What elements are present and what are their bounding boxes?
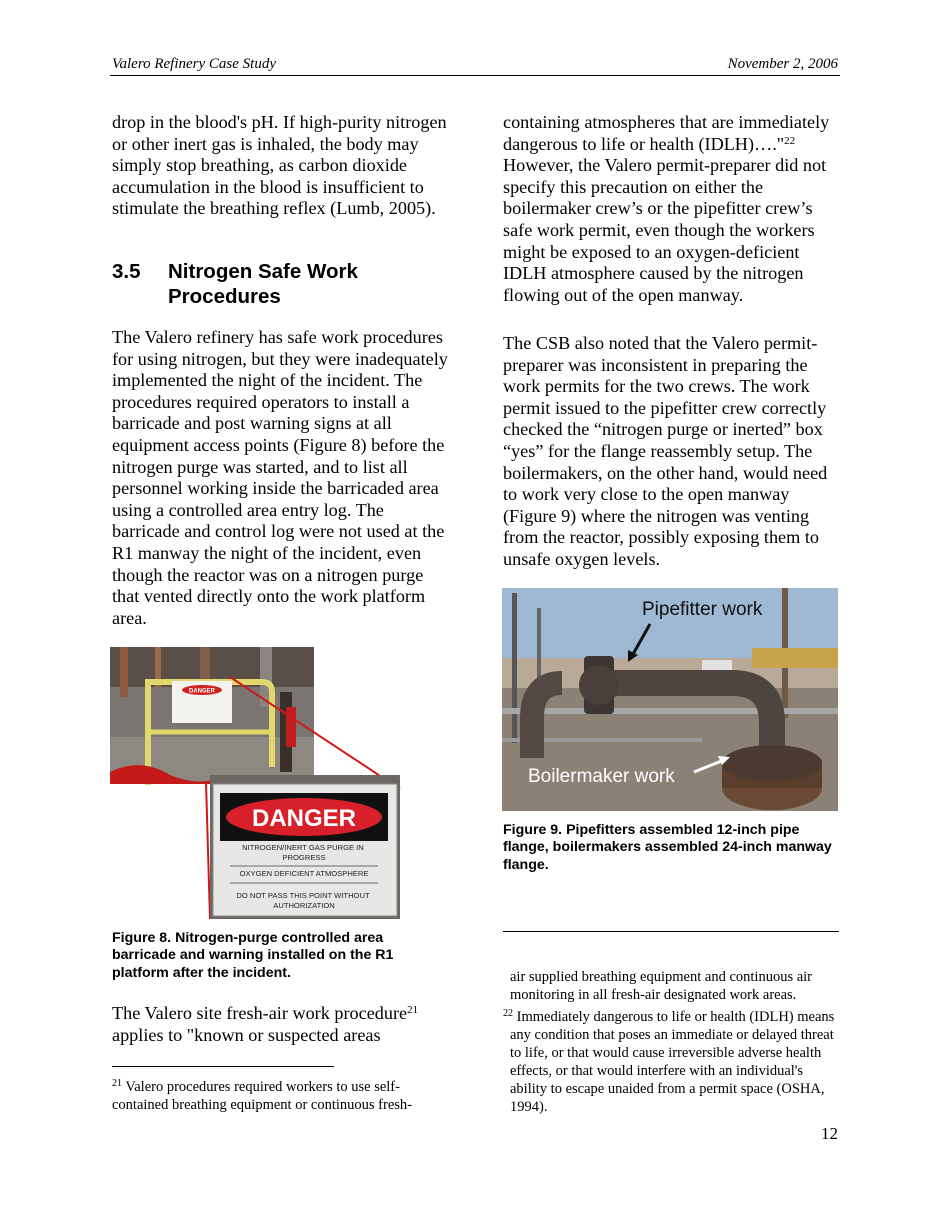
footnote-rule-left — [112, 1066, 334, 1067]
header-rule — [110, 75, 840, 76]
para3-text: The Valero site fresh-air work procedure — [112, 1003, 408, 1023]
right-para1-rest: However, the Valero permit-preparer did not specify this precaution on either the boilermaker crew’s or the pipefitter crew’s safe work permit, even though the workers might be exposed to an oxygen-deficient IDLH atmosphere caused by the nitrogen flowing out of the open manway. — [503, 155, 827, 305]
boilermaker-work-label: Boilermaker work — [528, 766, 675, 787]
pipefitter-work-label: Pipefitter work — [642, 599, 763, 620]
right-para1-text: containing atmospheres that are immediately dangerous to life or health (IDLH)…." — [503, 112, 830, 154]
right-paragraph-1 — [503, 112, 841, 306]
figure-9-caption: Figure 9. Pipefitters assembled 12-inch pipe flange, boilermakers assembled 24-inch manway flange. — [503, 822, 832, 873]
left-paragraph-1: drop in the blood's pH. If high-purity nitrogen or other inert gas is inhaled, the body may simply stop breathing, as carbon dioxide accumulation in the blood is insufficient to stimulate the breathing reflex (Lumb, 2005). — [112, 112, 447, 219]
left-paragraph-2: The Valero refinery has safe work procedures for using nitrogen, but they were inadequately implemented the night of the incident. The procedures required operators to install a barricade and post warning signs at all equipment access points (Figure 8) before the nitrogen purge was started, and to list all personnel working inside the barricaded area using a controlled area entry log. The barricade and control log were not used at the R1 manway the night of the incident, even though the reactor was on a nitrogen purge that vented directly onto the work platform area. — [112, 327, 448, 628]
danger-sign-title: DANGER — [251, 805, 357, 832]
footnote-22-number: 22 — [503, 1008, 513, 1019]
small-sign-label: DANGER — [188, 688, 216, 695]
footnote-22 — [503, 1008, 840, 1116]
danger-sign-line-1: NITROGEN/INERT GAS PURGE IN PROGRESS — [242, 843, 364, 862]
footnote-21 — [112, 1078, 452, 1114]
footnote-rule-right — [503, 931, 839, 932]
running-header-date: November 2, 2006 — [727, 56, 838, 72]
page-number: 12 — [821, 1124, 838, 1143]
footnote-ref-22[interactable]: 22 — [784, 134, 796, 147]
footnote-22-text: Immediately dangerous to life or health (IDLH) means any condition that poses an immediate or delayed threat to life, or that would cause irreversible adverse health effects, or that would interfere with an individual's ability to escape unaided from a permit space (OSHA, 1994). — [510, 1009, 835, 1115]
section-title: Nitrogen Safe Work Procedures — [168, 260, 358, 308]
figure-8-image — [110, 647, 402, 919]
running-header-title: Valero Refinery Case Study — [112, 56, 276, 72]
right-paragraph-2: The CSB also noted that the Valero permit-preparer was inconsistent in preparing the work permits for the two crews. The work permit issued to the pipefitter crew correctly checked the “nitrogen purge or inerted” box “yes” for the flange reassembly setup. The boilermakers, on the other hand, would need to work very close to the open manway (Figure 9) where the nitrogen was venting from the reactor, possibly exposing them to unsafe oxygen levels. — [503, 333, 828, 569]
footnote-21-text: Valero procedures required workers to use self-contained breathing equipment or continuous fresh- — [112, 1079, 412, 1113]
figure-9-image — [502, 588, 838, 811]
footnote-21-number: 21 — [112, 1078, 122, 1089]
danger-sign-line-2: OXYGEN DEFICIENT ATMOSPHERE — [239, 869, 369, 878]
danger-sign-line-3: DO NOT PASS THIS POINT WITHOUT AUTHORIZATION — [236, 891, 370, 910]
left-paragraph-3 — [112, 1003, 457, 1046]
section-number: 3.5 — [112, 260, 141, 283]
footnote-21-continued: air supplied breathing equipment and continuous air monitoring in all fresh-air designated work areas. — [510, 969, 813, 1003]
para3-tail: applies to "known or suspected areas — [112, 1024, 381, 1045]
figure-8-caption: Figure 8. Nitrogen-purge controlled area barricade and warning installed on the R1 platform after the incident. — [112, 930, 394, 981]
footnote-ref-21[interactable]: 21 — [407, 1004, 419, 1016]
